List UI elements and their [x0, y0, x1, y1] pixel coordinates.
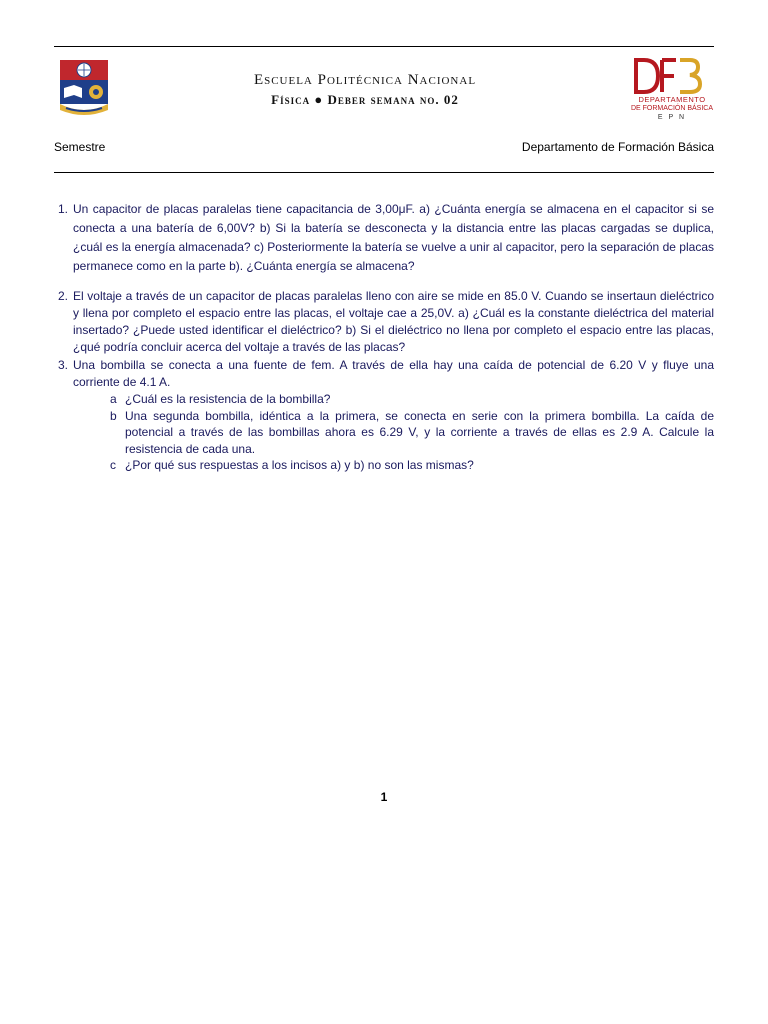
- question-number: 1.: [57, 202, 68, 216]
- subquestion-letter: b: [110, 408, 117, 423]
- question-3: [54, 357, 714, 474]
- header-rule: [54, 172, 714, 173]
- subquestion-text: Una segunda bombilla, idéntica a la primera, se conecta en serie con la primera bombilla. La caída de potencial a través de las bombillas ahora es 6.29 V, y la corriente a través de ellas es 2.9 A. Calcule la resistencia de cada una.: [125, 408, 714, 456]
- dfb-line1: DEPARTAMENTO: [638, 95, 706, 104]
- subquestion-c: [110, 457, 714, 474]
- subquestion-a: [110, 391, 714, 408]
- page-number: 1: [380, 790, 388, 804]
- question-text: Un capacitor de placas paralelas tiene capacitancia de 3,00μF. a) ¿Cuánta energía se almacena en el capacitor si se conecta a una batería de 6,00V? b) Si la batería se desconecta y la distancia entre las placas cargadas se duplica, ¿cuál es la energía almacenada? c) Posteriormente la batería se vuelve a unir al capacitor, pero la separación de placas permanece como en la parte b). ¿Cuánta energía se almacena?: [73, 202, 714, 273]
- semester-label: Semestre: [54, 140, 106, 154]
- question-number: 2.: [57, 289, 68, 303]
- dfb-mark-icon: [636, 60, 700, 92]
- dfb-logo: [618, 56, 714, 122]
- question-2: [54, 288, 714, 356]
- subquestion-list: [110, 391, 714, 474]
- question-number: 3.: [57, 358, 68, 372]
- question-1: [54, 200, 714, 276]
- subquestion-text: ¿Cuál es la resistencia de la bombilla?: [125, 392, 331, 406]
- subquestion-text: ¿Por qué sus respuestas a los incisos a) y b) no son las mismas?: [125, 458, 474, 472]
- top-rule: [54, 46, 714, 47]
- subquestion-b: [110, 408, 714, 458]
- document-subtitle: Física ● Deber semana no. 02: [271, 92, 459, 107]
- school-name: Escuela Politécnica Nacional: [253, 72, 477, 88]
- subquestion-letter: a: [110, 392, 117, 406]
- question-text: Una bombilla se conecta a una fuente de fem. A través de ella hay una caída de potencial de 6.20 V y fluye una corriente de 4.1 A.: [73, 358, 714, 389]
- department-name: Departamento de Formación Básica: [521, 140, 714, 154]
- epn-crest-icon: [56, 58, 112, 120]
- dfb-line3: E P N: [657, 114, 687, 121]
- question-text: El voltaje a través de un capacitor de placas paralelas lleno con aire se mide en 85.0 V. Cuando se insertaun dieléctrico y llena por completo el espacio entre las placas, el voltaje cae a 25,0V. a) ¿Cuál es la constante dieléctrica del material insertado? ¿Puede usted identificar el dieléctrico? b) Si el dieléctrico no llena por completo el espacio entre las placas, ¿qué podría concluir acerca del voltaje a través de las placas?: [73, 289, 714, 354]
- subquestion-letter: c: [110, 458, 116, 472]
- dfb-line2: DE FORMACIÓN BÁSICA: [630, 105, 714, 112]
